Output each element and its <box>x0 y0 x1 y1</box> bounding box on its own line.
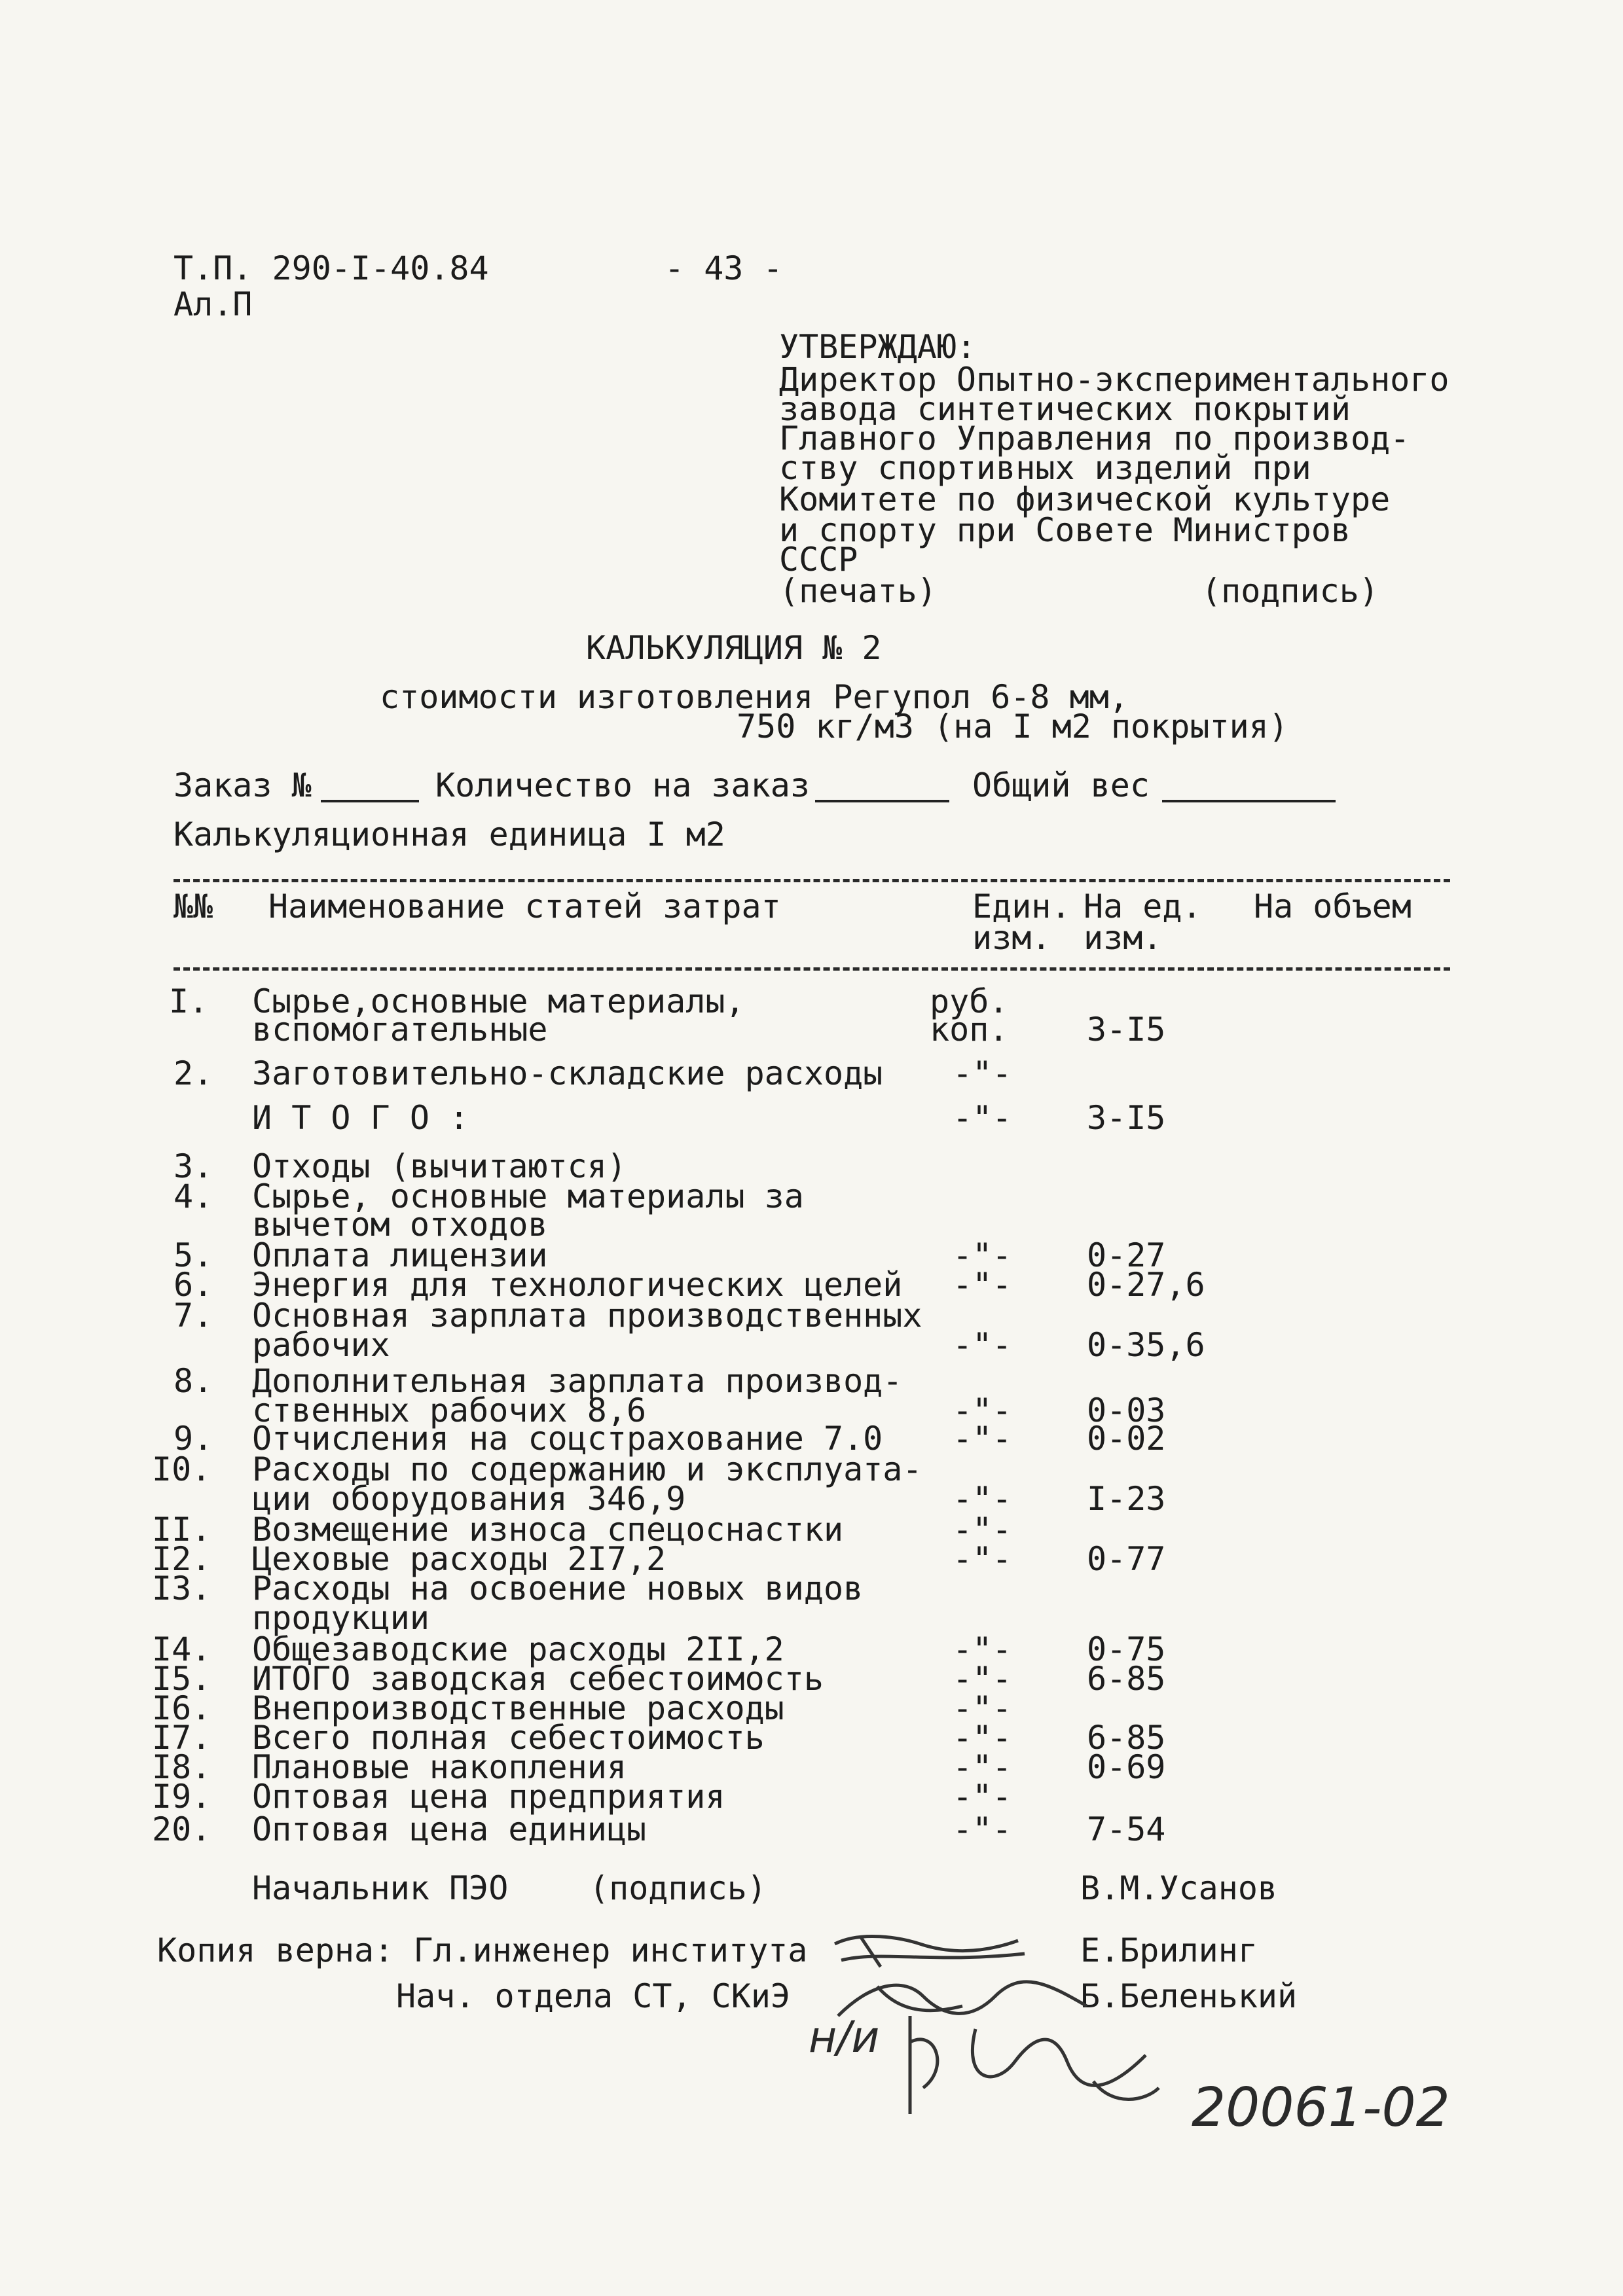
row-name: Отчисления на соцстрахование 7.0 <box>252 1420 883 1458</box>
row-unit: -"- <box>953 1391 1012 1429</box>
row-value: 0-77 <box>1087 1540 1166 1578</box>
row-number: 4. <box>173 1177 213 1215</box>
row-name: И Т О Г О : <box>252 1099 469 1137</box>
approval-line: ству спортивных изделий при <box>779 449 1311 487</box>
copy-label: Копия верна: Гл.инженер института <box>157 1931 808 1969</box>
row-number: I4. <box>152 1630 211 1668</box>
row-value: 0-69 <box>1087 1748 1166 1786</box>
row-number: II. <box>152 1511 211 1549</box>
row-number: I8. <box>152 1748 211 1786</box>
row-number: 8. <box>173 1362 213 1400</box>
quantity-blank <box>815 800 949 802</box>
chief-title: Начальник ПЭО <box>252 1869 509 1907</box>
row-unit: коп. <box>930 1011 1009 1049</box>
stamp-label: (печать) <box>779 572 937 610</box>
signature-scribble-1 <box>822 1924 1038 1977</box>
row-name: Оптовая цена предприятия <box>252 1778 725 1816</box>
header-per-unit: На ед. <box>1084 888 1202 925</box>
header-volume: На объем <box>1254 888 1412 925</box>
row-number: I3. <box>152 1570 211 1607</box>
chief-signature-label: (подпись) <box>589 1869 767 1907</box>
row-unit: -"- <box>953 1689 1012 1727</box>
row-name: Дополнительная зарплата производ- <box>252 1362 903 1400</box>
row-name: продукции <box>252 1599 429 1637</box>
row-value: 0-27 <box>1087 1236 1166 1274</box>
weight-blank <box>1162 800 1336 802</box>
row-name: Оплата лицензии <box>252 1236 548 1274</box>
row-number: I0. <box>152 1450 211 1488</box>
row-name: Отходы (вычитаются) <box>252 1147 627 1185</box>
weight-label: Общий вес <box>972 766 1150 804</box>
row-number: 3. <box>173 1147 213 1185</box>
row-name: ственных рабочих 8,6 <box>252 1391 647 1429</box>
row-number: I6. <box>152 1689 211 1727</box>
row-name: Энергия для технологических целей <box>252 1266 903 1304</box>
row-value: 6-85 <box>1087 1660 1166 1698</box>
row-unit: -"- <box>953 1778 1012 1816</box>
row-value: 0-35,6 <box>1087 1326 1205 1364</box>
dept-label: Нач. отдела СТ, СКиЭ <box>396 1977 791 2015</box>
header-unit: Един. <box>972 888 1071 925</box>
row-name: Расходы по содержанию и эксплуата- <box>252 1450 922 1488</box>
row-number: 2. <box>173 1054 213 1092</box>
approval-line: СССР <box>779 541 858 579</box>
quantity-label: Количество на заказ <box>435 766 810 804</box>
page-number: - 43 - <box>665 249 783 287</box>
calc-subtitle-2: 750 кг/м3 (на I м2 покрытия) <box>737 708 1288 745</box>
header-per-unit: изм. <box>1084 919 1163 957</box>
row-number: 6. <box>173 1266 213 1304</box>
row-unit: -"- <box>953 1099 1012 1137</box>
row-name: Цеховые расходы 2I7,2 <box>252 1540 666 1578</box>
row-number: I5. <box>152 1660 211 1698</box>
row-name: Общезаводские расходы 2II,2 <box>252 1630 784 1668</box>
row-value: I-23 <box>1087 1480 1166 1518</box>
table-divider-bottom <box>173 967 1450 971</box>
row-unit: -"- <box>953 1810 1012 1848</box>
row-name: Заготовительно-складские расходы <box>252 1054 883 1092</box>
row-name: ции оборудования 346,9 <box>252 1480 686 1518</box>
header-no: №№ <box>173 888 213 925</box>
row-name: Плановые накопления <box>252 1748 627 1786</box>
row-name: Оптовая цена единицы <box>252 1810 647 1848</box>
row-value: 0-02 <box>1087 1420 1166 1458</box>
row-number: 20. <box>152 1810 211 1848</box>
row-name: Основная зарплата производственных <box>252 1297 922 1335</box>
signature-scribble-3 <box>897 2003 1172 2121</box>
approval-title: УТВЕРЖДАЮ: <box>779 328 977 366</box>
row-unit: -"- <box>953 1540 1012 1578</box>
row-unit: -"- <box>953 1480 1012 1518</box>
row-unit: -"- <box>953 1054 1012 1092</box>
handwritten-prefix: н/и <box>809 2012 880 2062</box>
row-value: 0-03 <box>1087 1391 1166 1429</box>
row-name: вспомогательные <box>252 1011 548 1049</box>
approval-line: Директор Опытно-экспериментального <box>779 361 1450 399</box>
row-number: I2. <box>152 1540 211 1578</box>
copy-name-2: Б.Беленький <box>1080 1977 1298 2015</box>
row-unit: -"- <box>953 1630 1012 1668</box>
row-name: Всего полная себестоимость <box>252 1719 765 1757</box>
row-value: 3-I5 <box>1087 1011 1166 1049</box>
header-name: Наименование статей затрат <box>268 888 781 925</box>
chief-name: В.М.Усанов <box>1080 1869 1278 1907</box>
row-unit: руб. <box>930 982 1009 1020</box>
row-name: ИТОГО заводская себестоимость <box>252 1660 824 1698</box>
approval-line: и спорту при Совете Министров <box>779 511 1351 549</box>
row-number: I9. <box>152 1778 211 1816</box>
row-name: Сырье, основные материалы за <box>252 1177 804 1215</box>
calc-title: КАЛЬКУЛЯЦИЯ № 2 <box>586 629 882 667</box>
row-name: вычетом отходов <box>252 1206 548 1244</box>
row-value: 6-85 <box>1087 1719 1166 1757</box>
row-unit: -"- <box>953 1511 1012 1549</box>
row-unit: -"- <box>953 1719 1012 1757</box>
row-number: I. <box>169 982 209 1020</box>
row-name: рабочих <box>252 1326 390 1364</box>
doc-code: Т.П. 290-I-40.84 <box>173 249 489 287</box>
row-value: 3-I5 <box>1087 1099 1166 1137</box>
row-name: Внепроизводственные расходы <box>252 1689 784 1727</box>
row-unit: -"- <box>953 1236 1012 1274</box>
header-unit: изм. <box>972 919 1051 957</box>
calc-subtitle-1: стоимости изготовления Регупол 6-8 мм, <box>380 678 1129 716</box>
row-value: 7-54 <box>1087 1810 1166 1848</box>
row-name: Возмещение износа спецоснастки <box>252 1511 844 1549</box>
order-label: Заказ № <box>173 766 312 804</box>
table-divider-top <box>173 879 1450 882</box>
row-value: 0-75 <box>1087 1630 1166 1668</box>
row-value: 0-27,6 <box>1087 1266 1205 1304</box>
row-number: 5. <box>173 1236 213 1274</box>
row-name: Расходы на освоение новых видов <box>252 1570 864 1607</box>
signature-label: (подпись) <box>1201 572 1379 610</box>
copy-name-1: Е.Брилинг <box>1080 1931 1258 1969</box>
row-number: 9. <box>173 1420 213 1458</box>
approval-line: Комитете по физической культуре <box>779 480 1391 518</box>
calc-unit-line: Калькуляционная единица I м2 <box>173 816 725 853</box>
row-unit: -"- <box>953 1326 1012 1364</box>
row-unit: -"- <box>953 1748 1012 1786</box>
row-unit: -"- <box>953 1266 1012 1304</box>
approval-line: Главного Управления по производ- <box>779 420 1410 457</box>
sheet-label: Ал.П <box>173 285 253 323</box>
row-unit: -"- <box>953 1660 1012 1698</box>
row-unit: -"- <box>953 1420 1012 1458</box>
approval-line: завода синтетических покрытий <box>779 390 1351 428</box>
handwritten-number: 20061-02 <box>1192 2077 1450 2139</box>
row-number: 7. <box>173 1297 213 1335</box>
order-blank <box>321 800 419 802</box>
row-name: Сырье,основные материалы, <box>252 982 745 1020</box>
row-number: I7. <box>152 1719 211 1757</box>
